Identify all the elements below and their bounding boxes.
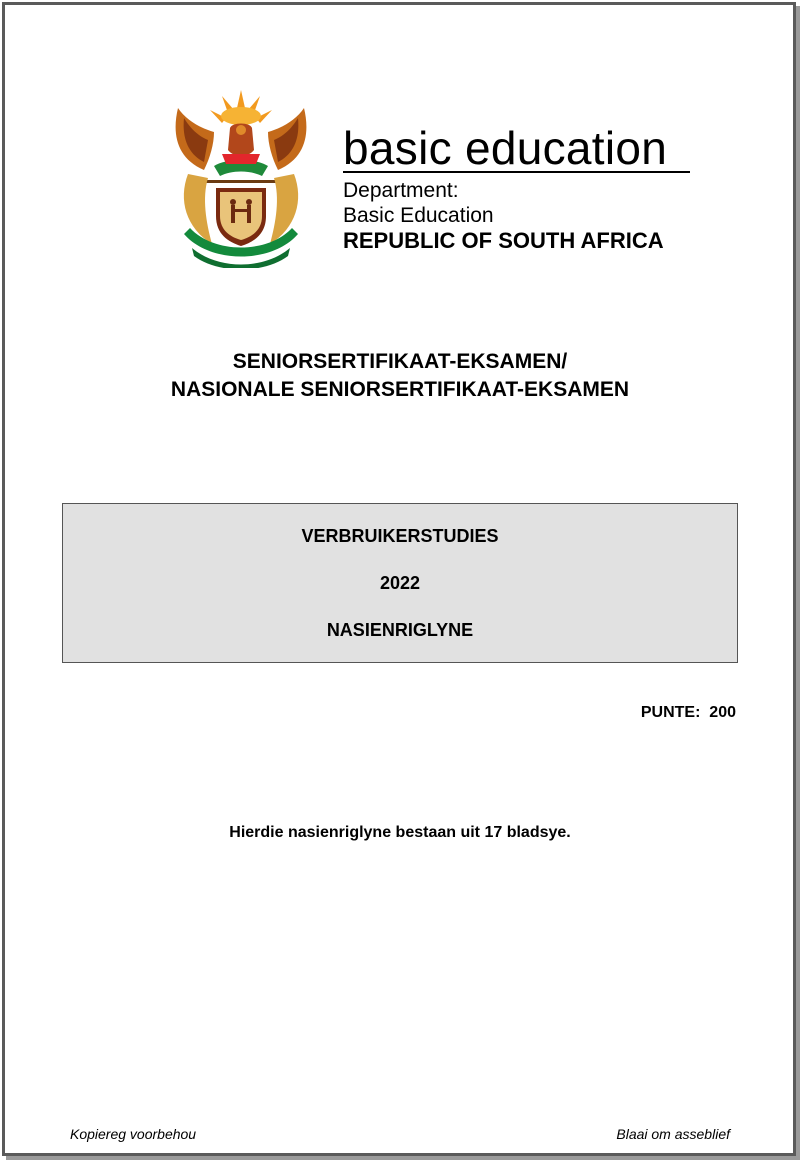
brand-title: basic education: [343, 122, 668, 174]
brand-divider: [343, 171, 690, 173]
exam-title-line1: SENIORSERTIFIKAAT-EKSAMEN/: [232, 350, 568, 373]
turn-page-footer: Blaai om asseblief: [616, 1126, 730, 1142]
document-type: NASIENRIGLYNE: [326, 620, 474, 640]
subject-name: VERBRUIKERSTUDIES: [301, 526, 499, 546]
page-count-note: Hierdie nasienriglyne bestaan uit 17 bladsye.: [229, 824, 571, 841]
country-name: REPUBLIC OF SOUTH AFRICA: [343, 228, 664, 253]
department-label: Department:: [343, 179, 459, 202]
exam-year: 2022: [379, 573, 421, 593]
exam-title-line2: NASIONALE SENIORSERTIFIKAAT-EKSAMEN: [170, 378, 630, 401]
coat-of-arms-logo: [170, 88, 312, 268]
department-name: Basic Education: [343, 204, 494, 227]
copyright-footer: Kopiereg voorbehou: [70, 1126, 197, 1142]
total-marks: PUNTE: 200: [640, 704, 736, 721]
subject-box: [62, 503, 738, 663]
